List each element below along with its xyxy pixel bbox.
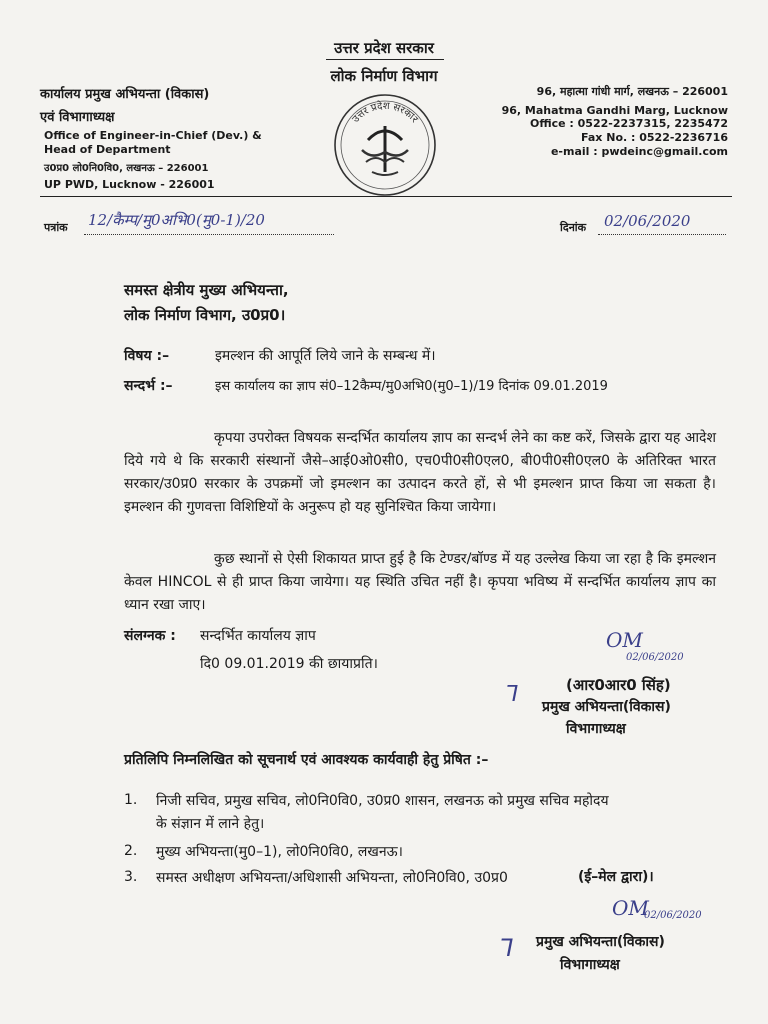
copy-item-2-num: 2. [124,843,138,859]
ref-label: पत्रांक [44,221,68,234]
office-city-english: UP PWD, Lucknow - 226001 [44,178,215,191]
header-divider [40,196,732,197]
office-title-hindi: कार्यालय प्रमुख अभियन्ता (विकास) [40,87,210,102]
up-govt-emblem-icon [332,92,438,198]
body-paragraph-2: कुछ स्थानों से ऐसी शिकायत प्राप्त हुई है कि टेण्डर/बॉण्ड में यह उल्लेख किया जा रहा है कि इमल्शन केवल HINCOL से ही प्राप्त किया जायेगा। यह स्थिति उचित नहीं है। कृपया भविष्य में सन्दर्भित कार्यालय ज्ञाप का ध्यान रखा जाए। [124,551,716,613]
copy-item-3-line1: समस्त अधीक्षण अभियन्ता/अधिशासी अभियन्ता, लो0नि0वि0, उ0प्र0 [156,870,508,886]
copy-item-1-num: 1. [124,792,138,808]
date-handwritten: 02/06/2020 [604,212,691,230]
phone-numbers: Office : 0522-2237315, 2235472 [530,117,728,130]
signature1-date: 02/06/2020 [626,652,684,663]
signature2-date: 02/06/2020 [644,910,702,921]
enclosure-line2: दि0 09.01.2019 की छायाप्रति। [200,656,378,672]
reference-label: सन्दर्भ :– [124,378,173,394]
signature2-mark: ⅂ [500,934,514,962]
signature2-initials: OM [612,896,649,920]
enclosure-line1: सन्दर्भित कार्यालय ज्ञाप [200,628,316,644]
signatory-name: (आर0आर0 सिंह) [566,676,671,694]
office-subtitle-hindi: एवं विभागाध्यक्ष [40,110,115,125]
addressee-line2: लोक निर्माण विभाग, उ0प्र0। [124,306,286,324]
signatory-role: विभागाध्यक्ष [566,721,626,737]
signatory-designation: प्रमुख अभियन्ता(विकास) [542,699,671,715]
copy-item-1-line2: के संज्ञान में लाने हेतु। [156,816,265,832]
dept-title: लोक निर्माण विभाग [330,67,438,85]
govt-title-underline [326,59,444,60]
copy-item-3-num: 3. [124,869,138,885]
signature2-role: विभागाध्यक्ष [560,957,620,973]
svg-text:उत्तर प्रदेश सरकार [350,100,420,126]
govt-title: उत्तर प्रदेश सरकार [334,39,434,57]
signature1-mark: ⅂ [506,682,519,707]
date-label: दिनांक [560,221,587,234]
fax-number: Fax No. : 0522-2236716 [581,131,728,144]
copy-item-3-email-note: (ई–मेल द्वारा)। [578,869,654,885]
signature2-designation: प्रमुख अभियन्ता(विकास) [536,934,665,950]
ref-dotted-line [84,234,334,235]
enclosure-label: संलग्नक : [124,628,176,644]
ref-number-handwritten: 12/कैम्प/मु0अभि0(मु0-1)/20 [88,211,265,229]
subject-text: इमल्शन की आपूर्ति लिये जाने के सम्बन्ध में। [215,348,436,364]
date-dotted-line [598,234,726,235]
reference-text: इस कार्यालय का ज्ञाप सं0–12कैम्प/मु0अभि0(मु0–1)/19 दिनांक 09.01.2019 [215,379,608,394]
copy-item-1-line1: निजी सचिव, प्रमुख सचिव, लो0नि0वि0, उ0प्र0 शासन, लखनऊ को प्रमुख सचिव महोदय [156,793,609,809]
signature1-initials: OM [606,628,643,652]
office-subtitle-english: Head of Department [44,143,171,156]
copy-item-2-line1: मुख्य अभियन्ता(मु0–1), लो0नि0वि0, लखनऊ। [156,844,403,860]
office-short-address: उ0प्र0 लो0नि0वि0, लखनऊ – 226001 [44,163,209,174]
copy-heading: प्रतिलिपि निम्नलिखित को सूचनार्थ एवं आवश्यक कार्यवाही हेतु प्रेषित :– [124,752,489,768]
email-address: e-mail : pwdeinc@gmail.com [550,145,728,158]
address-english: 96, Mahatma Gandhi Marg, Lucknow [501,104,728,117]
body-paragraph-1: कृपया उपरोक्त विषयक सन्दर्भित कार्यालय ज्ञाप का सन्दर्भ लेने का कष्ट करें, जिसके द्वारा यह आदेश दिये गये थे कि सरकारी संस्थानों जैसे–आई0ओ0सी0, एच0पी0सी0एल0, बी0पी0सी0एल0 के अतिरिक्त भारत सरकार/उ0प्र0 सरकार के उपक्रमों जो इमल्शन का उत्पादन करते हों, से भी इमल्शन प्राप्त किया जा सकता है। इमल्शन की गुणवत्ता विशिष्टियों के अनुरूप हो यह सुनिश्चित किया जायेगा। [124,430,717,515]
office-title-english: Office of Engineer-in-Chief (Dev.) & [44,129,262,142]
addressee-line1: समस्त क्षेत्रीय मुख्य अभियन्ता, [124,281,289,299]
emblem-arc-text: उत्तर प्रदेश सरकार [350,100,420,126]
address-hindi: 96, महात्मा गांधी मार्ग, लखनऊ – 226001 [536,85,728,98]
subject-label: विषय :– [124,348,170,364]
